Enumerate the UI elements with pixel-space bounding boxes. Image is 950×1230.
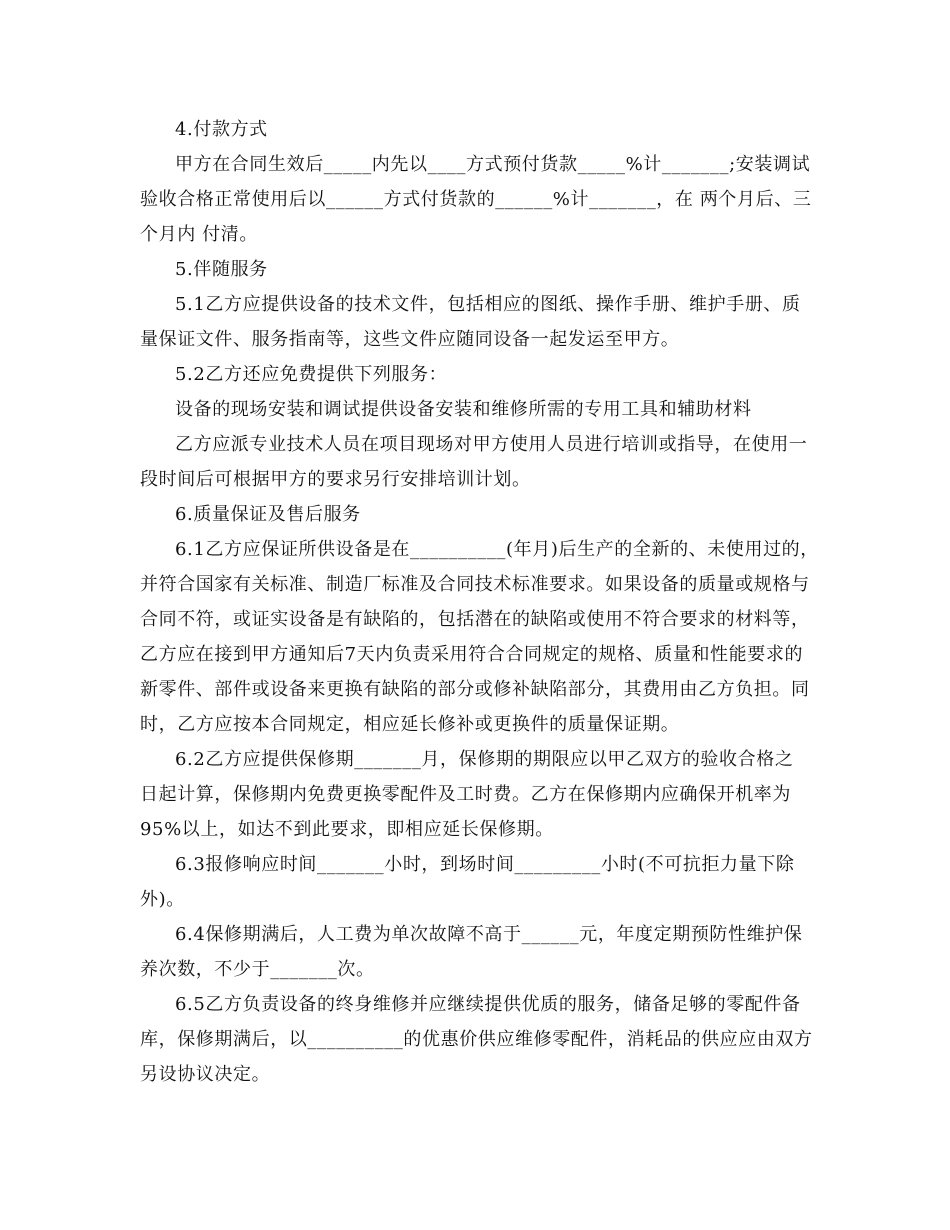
paragraph-line: 5.2乙方还应免费提供下列服务： [175, 364, 448, 385]
paragraph-line: 并符合国家有关标准、制造厂标准及合同技术标准要求。如果设备的质量或规格与 [140, 574, 810, 595]
paragraph-line: 设备的现场安装和调试提供设备安装和维修所需的专用工具和辅助材料 [175, 399, 752, 420]
paragraph-line: 验收合格正常使用后以______方式付货款的______%计_______，在 两个月后、三 [140, 189, 812, 210]
paragraph-line: 6.3报修响应时间_______小时，到场时间_________小时(不可抗拒力量下除 [175, 854, 795, 875]
paragraph-line: 5.1乙方应提供设备的技术文件，包括相应的图纸、操作手册、维护手册、质 [175, 294, 801, 315]
paragraph-line: 养次数，不少于_______次。 [140, 959, 375, 980]
paragraph-line: 库，保修期满后，以__________的优惠价供应维修零配件，消耗品的供应应由双方 [140, 1029, 813, 1050]
heading-quality: 6.质量保证及售后服务 [175, 504, 361, 525]
paragraph-line: 合同不符，或证实设备是有缺陷的，包括潜在的缺陷或使用不符合要求的材料等， [140, 609, 810, 630]
paragraph-line: 6.4保修期满后，人工费为单次故障不高于______元，年度定期预防性维护保 [175, 924, 803, 945]
paragraph-line: 段时间后可根据甲方的要求另行安排培训计划。 [140, 469, 531, 490]
paragraph-line: 日起计算，保修期内免费更换零配件及工时费。乙方在保修期内应确保开机率为 [140, 784, 791, 805]
paragraph-line: 6.5乙方负责设备的终身维修并应继续提供优质的服务，储备足够的零配件备 [175, 994, 801, 1015]
paragraph-line: 另设协议决定。 [140, 1064, 271, 1085]
heading-payment: 4.付款方式 [175, 119, 268, 140]
paragraph-line: 外)。 [140, 889, 185, 910]
paragraph-line: 6.2乙方应提供保修期_______月，保修期的期限应以甲乙双方的验收合格之 [175, 749, 794, 770]
paragraph-line: 甲方在合同生效后_____内先以____方式预付货款_____%计_______;安装调试 [175, 154, 811, 175]
paragraph-line: 乙方应派专业技术人员在项目现场对甲方使用人员进行培训或指导，在使用一 [175, 434, 808, 455]
paragraph-line: 个月内 付清。 [140, 224, 258, 245]
paragraph-line: 6.1乙方应保证所供设备是在__________(年月)后生产的全新的、未使用过的， [175, 539, 819, 560]
paragraph-line: 时，乙方应按本合同规定，相应延长修补或更换件的质量保证期。 [140, 714, 680, 735]
heading-services: 5.伴随服务 [175, 259, 268, 280]
paragraph-line: 乙方应在接到甲方通知后7天内负责采用符合合同规定的规格、质量和性能要求的 [140, 644, 804, 665]
paragraph-line: 量保证文件、服务指南等，这些文件应随同设备一起发运至甲方。 [140, 329, 680, 350]
paragraph-line: 95%以上，如达不到此要求，即相应延长保修期。 [140, 819, 554, 840]
paragraph-line: 新零件、部件或设备来更换有缺陷的部分或修补缺陷部分，其费用由乙方负担。同 [140, 679, 810, 700]
